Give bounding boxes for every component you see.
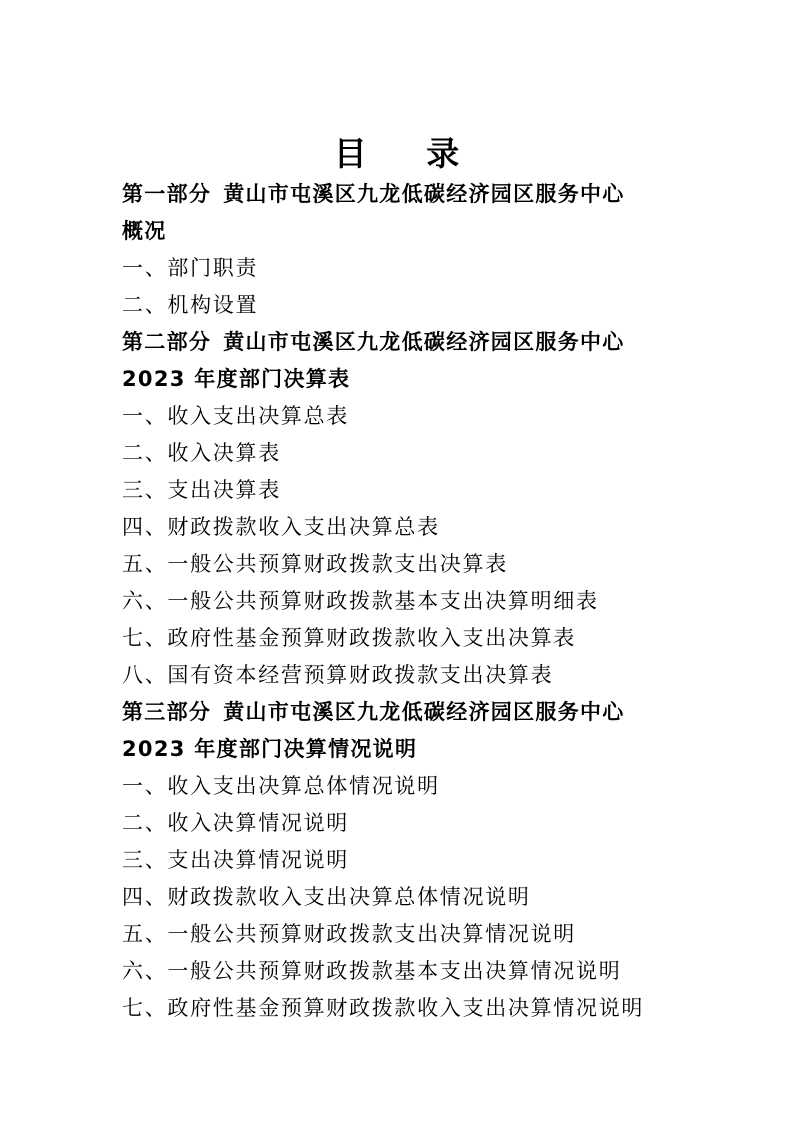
toc-item: 二、机构设置	[122, 293, 259, 317]
part-2-heading	[122, 324, 682, 361]
toc-item: 二、收入决算情况说明	[122, 811, 349, 835]
toc-item: 四、财政拨款收入支出决算总体情况说明	[122, 885, 531, 909]
toc-item: 七、政府性基金预算财政拨款收入支出决算表	[122, 626, 576, 650]
part-1-heading	[122, 176, 682, 213]
toc-item: 四、财政拨款收入支出决算总表	[122, 515, 440, 539]
table-of-contents	[122, 176, 682, 1027]
toc-item: 一、收入支出决算总表	[122, 404, 349, 428]
toc-item: 一、部门职责	[122, 256, 259, 280]
toc-item: 一、收入支出决算总体情况说明	[122, 774, 440, 798]
toc-item: 五、一般公共预算财政拨款支出决算情况说明	[122, 922, 576, 946]
part-2-organization: 黄山市屯溪区九龙低碳经济园区服务中心	[223, 330, 625, 354]
part-1-subtitle: 概况	[122, 219, 167, 243]
part-2-subtitle: 2023 年度部门决算表	[122, 367, 351, 391]
page-title: 目 录	[333, 134, 484, 173]
part-1-organization: 黄山市屯溪区九龙低碳经济园区服务中心	[223, 182, 625, 206]
toc-item: 八、国有资本经营预算财政拨款支出决算表	[122, 663, 554, 687]
toc-item: 六、一般公共预算财政拨款基本支出决算明细表	[122, 589, 599, 613]
part-1-label: 第一部分	[122, 182, 212, 206]
part-3-label: 第三部分	[122, 700, 212, 724]
toc-item: 三、支出决算表	[122, 478, 281, 502]
toc-item: 五、一般公共预算财政拨款支出决算表	[122, 552, 508, 576]
part-3-heading	[122, 694, 682, 731]
part-2-label: 第二部分	[122, 330, 212, 354]
toc-item: 六、一般公共预算财政拨款基本支出决算情况说明	[122, 959, 622, 983]
part-3-organization: 黄山市屯溪区九龙低碳经济园区服务中心	[223, 700, 625, 724]
part-3-subtitle: 2023 年度部门决算情况说明	[122, 737, 418, 761]
toc-item: 三、支出决算情况说明	[122, 848, 349, 872]
toc-item: 二、收入决算表	[122, 441, 281, 465]
toc-item: 七、政府性基金预算财政拨款收入支出决算情况说明	[122, 996, 645, 1020]
